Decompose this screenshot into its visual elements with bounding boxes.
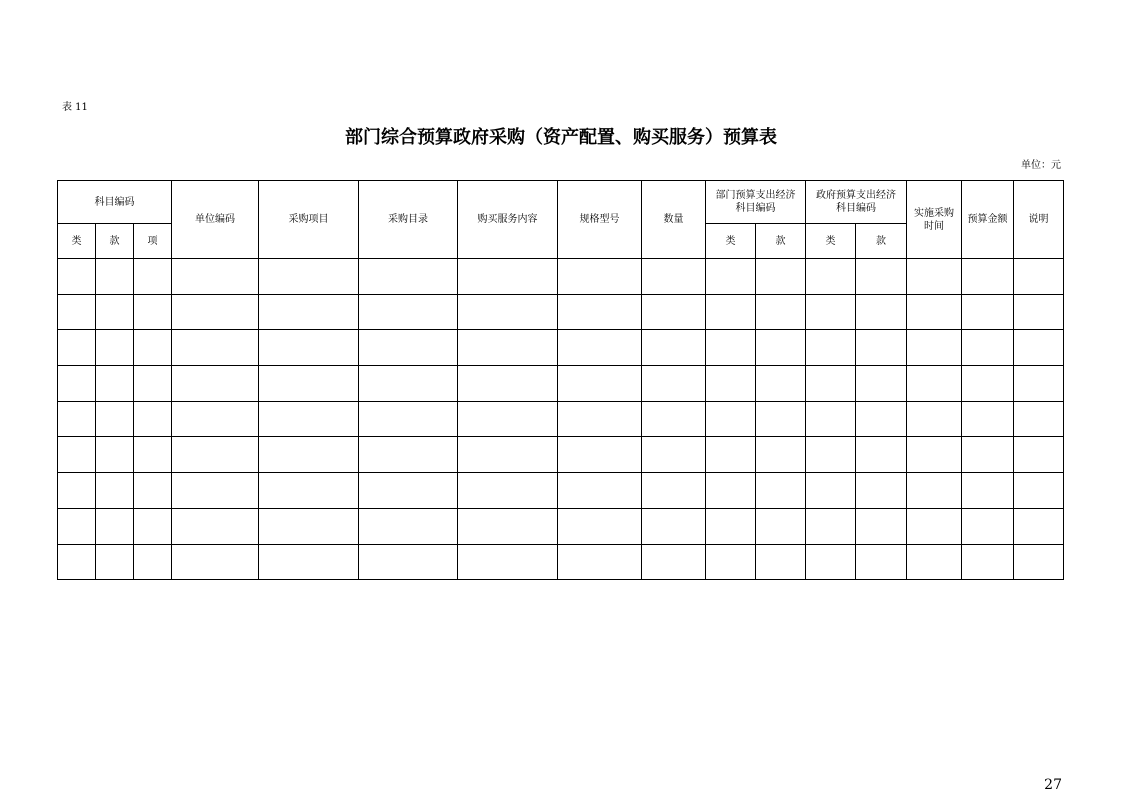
table-cell bbox=[172, 401, 259, 437]
table-cell bbox=[856, 473, 907, 509]
table-row bbox=[58, 259, 1064, 295]
table-cell bbox=[359, 330, 458, 366]
table-cell bbox=[907, 437, 962, 473]
table-row bbox=[58, 401, 1064, 437]
table-cell bbox=[259, 508, 359, 544]
table-cell bbox=[756, 401, 806, 437]
header-subject-code: 科目编码 bbox=[58, 181, 172, 224]
table-cell bbox=[806, 473, 856, 509]
header-spec-model: 规格型号 bbox=[558, 181, 642, 259]
table-cell bbox=[96, 330, 134, 366]
table-cell bbox=[172, 473, 259, 509]
table-cell bbox=[458, 294, 558, 330]
table-cell bbox=[58, 294, 96, 330]
table-cell bbox=[806, 294, 856, 330]
table-row bbox=[58, 366, 1064, 402]
table-row bbox=[58, 294, 1064, 330]
header-budget-amount: 预算金额 bbox=[962, 181, 1014, 259]
header-gov-econ-code: 政府预算支出经济科目编码 bbox=[806, 181, 907, 224]
header-quantity: 数量 bbox=[642, 181, 706, 259]
table-cell bbox=[96, 508, 134, 544]
table-cell bbox=[1014, 508, 1064, 544]
table-cell bbox=[1014, 330, 1064, 366]
table-cell bbox=[259, 544, 359, 580]
table-cell bbox=[706, 401, 756, 437]
table-cell bbox=[1014, 259, 1064, 295]
table-cell bbox=[642, 366, 706, 402]
table-cell bbox=[642, 473, 706, 509]
table-cell bbox=[558, 437, 642, 473]
table-row bbox=[58, 473, 1064, 509]
table-cell bbox=[558, 294, 642, 330]
table-cell bbox=[1014, 294, 1064, 330]
table-cell bbox=[134, 366, 172, 402]
header-impl-time: 实施采购时间 bbox=[907, 181, 962, 259]
table-cell bbox=[756, 259, 806, 295]
table-cell bbox=[806, 437, 856, 473]
table-cell bbox=[1014, 544, 1064, 580]
header-service-content: 购买服务内容 bbox=[458, 181, 558, 259]
table-cell bbox=[558, 508, 642, 544]
table-cell bbox=[907, 294, 962, 330]
table-cell bbox=[1014, 473, 1064, 509]
table-cell bbox=[458, 330, 558, 366]
table-cell bbox=[134, 508, 172, 544]
table-number-label: 表 11 bbox=[62, 102, 88, 113]
table-cell bbox=[359, 473, 458, 509]
header-kuan: 款 bbox=[96, 224, 134, 259]
table-cell bbox=[856, 294, 907, 330]
table-cell bbox=[856, 544, 907, 580]
table-cell bbox=[856, 401, 907, 437]
table-cell bbox=[706, 259, 756, 295]
table-cell bbox=[259, 330, 359, 366]
table-cell bbox=[756, 437, 806, 473]
table-cell bbox=[962, 294, 1014, 330]
table-cell bbox=[907, 401, 962, 437]
table-cell bbox=[756, 294, 806, 330]
table-row bbox=[58, 437, 1064, 473]
table-cell bbox=[907, 508, 962, 544]
table-cell bbox=[259, 437, 359, 473]
table-cell bbox=[134, 259, 172, 295]
table-cell bbox=[806, 401, 856, 437]
table-cell bbox=[806, 544, 856, 580]
table-cell bbox=[558, 330, 642, 366]
table-cell bbox=[458, 544, 558, 580]
table-cell bbox=[756, 366, 806, 402]
header-dept-lei: 类 bbox=[706, 224, 756, 259]
header-unit-code: 单位编码 bbox=[172, 181, 259, 259]
table-cell bbox=[172, 437, 259, 473]
table-cell bbox=[134, 437, 172, 473]
table-cell bbox=[756, 508, 806, 544]
table-cell bbox=[96, 259, 134, 295]
table-cell bbox=[359, 544, 458, 580]
table-cell bbox=[1014, 366, 1064, 402]
table-cell bbox=[642, 437, 706, 473]
table-cell bbox=[458, 508, 558, 544]
table-cell bbox=[134, 544, 172, 580]
header-dept-econ-code: 部门预算支出经济科目编码 bbox=[706, 181, 806, 224]
table-cell bbox=[962, 437, 1014, 473]
header-purchase-item: 采购项目 bbox=[259, 181, 359, 259]
table-cell bbox=[706, 508, 756, 544]
header-purchase-catalog: 采购目录 bbox=[359, 181, 458, 259]
table-cell bbox=[259, 294, 359, 330]
table-cell bbox=[962, 259, 1014, 295]
table-cell bbox=[642, 401, 706, 437]
table-cell bbox=[58, 366, 96, 402]
table-cell bbox=[806, 366, 856, 402]
table-cell bbox=[134, 294, 172, 330]
table-cell bbox=[134, 330, 172, 366]
table-cell bbox=[58, 473, 96, 509]
unit-label: 单位：元 bbox=[1021, 160, 1061, 171]
table-cell bbox=[172, 508, 259, 544]
table-cell bbox=[58, 437, 96, 473]
table-cell bbox=[1014, 437, 1064, 473]
table-cell bbox=[172, 366, 259, 402]
table-cell bbox=[907, 473, 962, 509]
table-cell bbox=[58, 401, 96, 437]
table-cell bbox=[558, 544, 642, 580]
header-lei: 类 bbox=[58, 224, 96, 259]
table-cell bbox=[706, 330, 756, 366]
table-cell bbox=[706, 366, 756, 402]
table-cell bbox=[172, 294, 259, 330]
table-cell bbox=[706, 473, 756, 509]
table-cell bbox=[134, 473, 172, 509]
table-cell bbox=[96, 401, 134, 437]
table-cell bbox=[259, 473, 359, 509]
table-cell bbox=[359, 294, 458, 330]
table-cell bbox=[642, 508, 706, 544]
table-cell bbox=[806, 508, 856, 544]
table-cell bbox=[642, 330, 706, 366]
table-row bbox=[58, 544, 1064, 580]
table-cell bbox=[806, 259, 856, 295]
table-cell bbox=[642, 544, 706, 580]
table-cell bbox=[706, 437, 756, 473]
table-cell bbox=[856, 259, 907, 295]
table-cell bbox=[359, 508, 458, 544]
table-body bbox=[58, 259, 1064, 580]
table-cell bbox=[172, 330, 259, 366]
table-cell bbox=[259, 401, 359, 437]
table-cell bbox=[856, 330, 907, 366]
table-cell bbox=[96, 544, 134, 580]
table-cell bbox=[58, 544, 96, 580]
budget-table bbox=[57, 180, 1064, 580]
table-cell bbox=[756, 473, 806, 509]
table-cell bbox=[642, 294, 706, 330]
table-cell bbox=[96, 437, 134, 473]
table-cell bbox=[58, 508, 96, 544]
table-cell bbox=[96, 366, 134, 402]
table-cell bbox=[458, 366, 558, 402]
table-cell bbox=[1014, 401, 1064, 437]
table-cell bbox=[259, 259, 359, 295]
table-cell bbox=[134, 401, 172, 437]
table-cell bbox=[907, 544, 962, 580]
table-cell bbox=[172, 259, 259, 295]
table-cell bbox=[558, 473, 642, 509]
table-cell bbox=[907, 259, 962, 295]
table-cell bbox=[962, 544, 1014, 580]
header-xiang: 项 bbox=[134, 224, 172, 259]
table-row bbox=[58, 508, 1064, 544]
header-gov-lei: 类 bbox=[806, 224, 856, 259]
table-cell bbox=[58, 330, 96, 366]
table-cell bbox=[359, 366, 458, 402]
table-cell bbox=[458, 401, 558, 437]
table-cell bbox=[706, 544, 756, 580]
table-cell bbox=[458, 259, 558, 295]
table-cell bbox=[962, 401, 1014, 437]
table-cell bbox=[856, 508, 907, 544]
table-cell bbox=[58, 259, 96, 295]
table-cell bbox=[856, 437, 907, 473]
table-cell bbox=[96, 294, 134, 330]
table-cell bbox=[856, 366, 907, 402]
table-cell bbox=[359, 437, 458, 473]
table-cell bbox=[962, 366, 1014, 402]
table-cell bbox=[558, 259, 642, 295]
table-cell bbox=[359, 259, 458, 295]
table-cell bbox=[756, 544, 806, 580]
table-cell bbox=[806, 330, 856, 366]
table-cell bbox=[962, 330, 1014, 366]
table-cell bbox=[359, 401, 458, 437]
table-cell bbox=[458, 437, 558, 473]
header-gov-kuan: 款 bbox=[856, 224, 907, 259]
table-row bbox=[58, 330, 1064, 366]
page-number: 27 bbox=[1044, 777, 1062, 793]
table-cell bbox=[458, 473, 558, 509]
table-cell bbox=[558, 401, 642, 437]
table-cell bbox=[706, 294, 756, 330]
header-remarks: 说明 bbox=[1014, 181, 1064, 259]
header-dept-kuan: 款 bbox=[756, 224, 806, 259]
table-cell bbox=[642, 259, 706, 295]
document-title: 部门综合预算政府采购（资产配置、购买服务）预算表 bbox=[345, 127, 777, 148]
table-cell bbox=[962, 508, 1014, 544]
table-cell bbox=[96, 473, 134, 509]
table-cell bbox=[907, 330, 962, 366]
table-cell bbox=[962, 473, 1014, 509]
table-cell bbox=[907, 366, 962, 402]
table-cell bbox=[558, 366, 642, 402]
table-cell bbox=[259, 366, 359, 402]
table-cell bbox=[756, 330, 806, 366]
table-cell bbox=[172, 544, 259, 580]
